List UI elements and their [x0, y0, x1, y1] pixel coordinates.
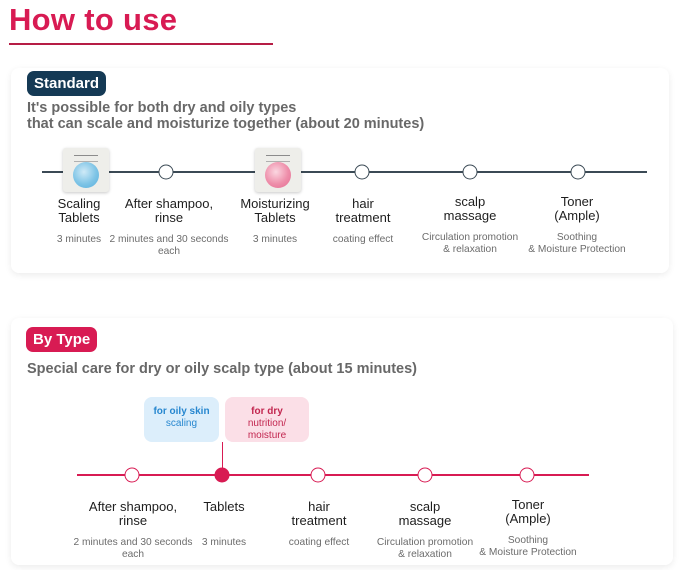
standard-timeline-line: [42, 171, 647, 173]
standard-step-scaling-tablets: [57, 197, 101, 246]
pink-tablet-icon: [265, 162, 291, 188]
step-note: Soothing: [507, 535, 549, 546]
step-name: Toner: [511, 497, 545, 512]
standard-description-line-2: that can scale and moisturize together (about 20 minutes): [27, 116, 425, 132]
step-name: Tablets: [254, 210, 296, 225]
dry-tag-text: nutrition/: [247, 418, 287, 429]
step-note: 2 minutes and 30 seconds: [109, 234, 229, 245]
blue-tablet-icon: [73, 162, 99, 188]
by-type-badge: By Type: [26, 327, 97, 352]
step-name: treatment: [335, 210, 391, 225]
step-name: Moisturizing: [240, 196, 310, 211]
moisturizing-tablet-pack-image: [255, 148, 301, 192]
step-name: scalp: [454, 194, 486, 209]
oily-tag-text: scaling: [165, 418, 198, 429]
oily-tag-heading: for oily skin: [153, 406, 210, 417]
scaling-tablet-pack-image: [63, 148, 109, 192]
type-step-toner: [479, 498, 576, 559]
step-name: Tablets: [58, 210, 100, 225]
step-name: (Ample): [554, 208, 600, 223]
step-name: treatment: [291, 513, 347, 528]
standard-step-moisturizing-tablets: [240, 197, 309, 246]
step-note: 2 minutes and 30 seconds: [73, 537, 193, 548]
standard-node-hair-treatment: [355, 165, 370, 180]
by-type-timeline-line: [77, 474, 589, 476]
step-note: Soothing: [556, 232, 598, 243]
step-name: scalp: [409, 499, 441, 514]
type-step-after-shampoo: [74, 500, 193, 561]
step-note: each: [157, 246, 181, 257]
title-underline: [9, 43, 273, 45]
step-name: Toner: [560, 194, 594, 209]
step-name: massage: [443, 208, 497, 223]
oily-skin-tag: [144, 397, 219, 442]
step-note: each: [121, 549, 145, 560]
step-note: & Moisture Protection: [528, 244, 626, 255]
step-note: 3 minutes: [201, 537, 247, 548]
step-name: hair: [352, 196, 374, 211]
step-name: (Ample): [505, 511, 551, 526]
step-note: & relaxation: [443, 244, 497, 255]
standard-description-line-1: It's possible for both dry and oily types: [27, 100, 297, 116]
step-name: hair: [308, 499, 330, 514]
step-note: coating effect: [332, 234, 394, 245]
standard-node-toner: [571, 165, 586, 180]
step-note: & relaxation: [398, 549, 452, 560]
standard-description: [27, 100, 424, 132]
type-node-scalp-massage: [418, 468, 433, 483]
tag-connector-line: [222, 442, 223, 468]
step-name: rinse: [118, 513, 148, 528]
dry-tag-heading: for dry: [251, 406, 283, 417]
step-note: coating effect: [288, 537, 350, 548]
type-node-toner: [520, 468, 535, 483]
dry-tag-text: moisture: [247, 430, 287, 441]
dry-skin-tag: [225, 397, 309, 442]
type-node-after-shampoo: [125, 468, 140, 483]
standard-step-after-shampoo: [110, 197, 229, 258]
type-step-hair-treatment: [289, 500, 349, 549]
step-note: 3 minutes: [252, 234, 298, 245]
type-node-hair-treatment: [311, 468, 326, 483]
standard-step-hair-treatment: [333, 197, 393, 246]
page-title: How to use: [9, 2, 178, 37]
step-note: Circulation promotion: [421, 232, 519, 243]
step-name: rinse: [154, 210, 184, 225]
step-name: Scaling: [57, 196, 101, 211]
step-name: Tablets: [203, 499, 245, 514]
standard-badge: Standard: [27, 71, 106, 96]
step-name: After shampoo,: [88, 499, 178, 514]
standard-node-after-shampoo: [159, 165, 174, 180]
type-step-tablets: [202, 500, 246, 549]
step-note: & Moisture Protection: [479, 547, 577, 558]
by-type-description: Special care for dry or oily scalp type (about 15 minutes): [27, 361, 418, 377]
type-node-tablets: [215, 468, 230, 483]
step-name: massage: [398, 513, 452, 528]
step-note: Circulation promotion: [376, 537, 474, 548]
standard-step-toner: [528, 195, 625, 256]
type-step-scalp-massage: [377, 500, 473, 561]
standard-node-scalp-massage: [463, 165, 478, 180]
step-name: After shampoo,: [124, 196, 214, 211]
standard-step-scalp-massage: [422, 195, 518, 256]
step-note: 3 minutes: [56, 234, 102, 245]
